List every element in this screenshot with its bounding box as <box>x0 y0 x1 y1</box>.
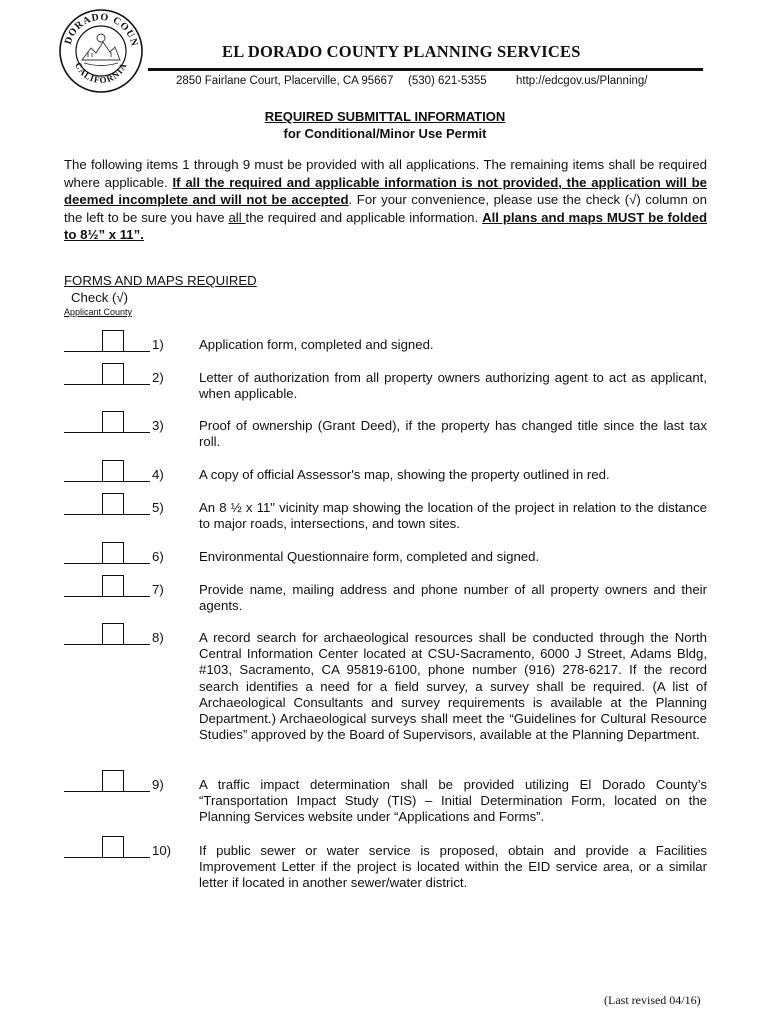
county-checkbox[interactable] <box>102 836 124 858</box>
revision-date: (Last revised 04/16) <box>604 993 701 1007</box>
document-subtitle: for Conditional/Minor Use Permit <box>283 126 487 141</box>
item-text: Proof of ownership (Grant Deed), if the property has changed title since the last tax roll. <box>199 418 707 450</box>
county-checkbox[interactable] <box>102 575 124 597</box>
item-number: 10) <box>152 843 172 858</box>
item-text: A record search for archaeological resources shall be conducted through the North Central Information Center located at CSU-Sacramento, 6000 J Street, Adams Bldg, #103, Sacramento, CA 95819-6100, phone number (916) 278-6217. If the record search identifies a need for a field survey, a survey shall be required. (A list of Archaeological Consultants and survey requirements is available at the Planning Department.) Archaeological surveys shall meet the “Guidelines for Cultural Resource Studies” approved by the Board of Supervisors, available at the Planning Department. <box>199 630 707 743</box>
item-number: 7) <box>152 582 164 597</box>
document-title: REQUIRED SUBMITTAL INFORMATION <box>264 109 506 124</box>
section-title: FORMS AND MAPS REQUIRED <box>64 273 257 288</box>
county-checkbox[interactable] <box>102 411 124 433</box>
svg-text:EL DORADO COUNTY: DORADO COUN <box>62 11 140 49</box>
agency-address: 2850 Fairlane Court, Placerville, CA 95667 <box>176 75 394 87</box>
item-number: 1) <box>152 337 164 352</box>
county-checkbox[interactable] <box>102 542 124 564</box>
item-number: 9) <box>152 777 164 792</box>
intro-text-1: The following items 1 through 9 must be provided with all applications. The remaining items shall be required where applicable. <box>64 157 707 190</box>
intro-all-word: all <box>228 209 246 225</box>
agency-website-link[interactable]: http://edcgov.us/Planning/ <box>516 75 648 87</box>
agency-title: EL DORADO COUNTY PLANNING SERVICES <box>222 42 581 61</box>
intro-paragraph <box>64 156 707 244</box>
item-number: 4) <box>152 467 164 482</box>
item-text: If public sewer or water service is proposed, obtain and provide a Facilities Improvement Letter if the project is located within the EID service area, or a similar letter if located in another sewer/water district. <box>199 843 707 891</box>
item-text: Environmental Questionnaire form, completed and signed. <box>199 549 540 564</box>
item-text: Letter of authorization from all property owners authorizing agent to act as applicant, when applicable. <box>199 370 707 402</box>
county-seal <box>58 8 144 94</box>
county-checkbox[interactable] <box>102 770 124 792</box>
fold-requirement: All plans and maps MUST be folded to 8½” x 11”. <box>64 209 707 242</box>
county-checkbox[interactable] <box>102 330 124 352</box>
item-number: 2) <box>152 370 164 385</box>
agency-phone: (530) 621-5355 <box>408 75 487 87</box>
county-checkbox[interactable] <box>102 363 124 385</box>
item-number: 6) <box>152 549 164 564</box>
county-checkbox[interactable] <box>102 460 124 482</box>
check-column-label: Check (√) <box>71 290 129 305</box>
item-number: 5) <box>152 500 164 515</box>
intro-text-3: the required and applicable information. <box>245 209 483 225</box>
incomplete-warning: If all the required and applicable information is not provided, the application will be deemed incomplete and will not be accepted <box>64 174 707 207</box>
item-text: Application form, completed and signed. <box>199 337 434 352</box>
item-text: A traffic impact determination shall be provided utilizing El Dorado County’s “Transportation Impact Study (TIS) – Initial Determination Form, located on the Planning Services website under “Applications and Forms”. <box>199 777 707 825</box>
county-checkbox[interactable] <box>102 493 124 515</box>
item-number: 3) <box>152 418 164 433</box>
svg-text:CALIFORNIA: CALIFORNIA <box>73 60 129 86</box>
county-checkbox[interactable] <box>102 623 124 645</box>
applicant-county-label: Applicant County <box>64 307 133 317</box>
item-text: An 8 ½ x 11" vicinity map showing the location of the project in relation to the distance to major roads, intersections, and town sites. <box>199 500 707 532</box>
item-text: A copy of official Assessor's map, showing the property outlined in red. <box>199 467 610 482</box>
item-number: 8) <box>152 630 164 645</box>
item-text: Provide name, mailing address and phone number of all property owners and their agents. <box>199 582 707 614</box>
header-rule <box>148 68 703 71</box>
intro-text-2: . For your convenience, please use the check (√) column on the left to be sure you have <box>64 192 708 225</box>
